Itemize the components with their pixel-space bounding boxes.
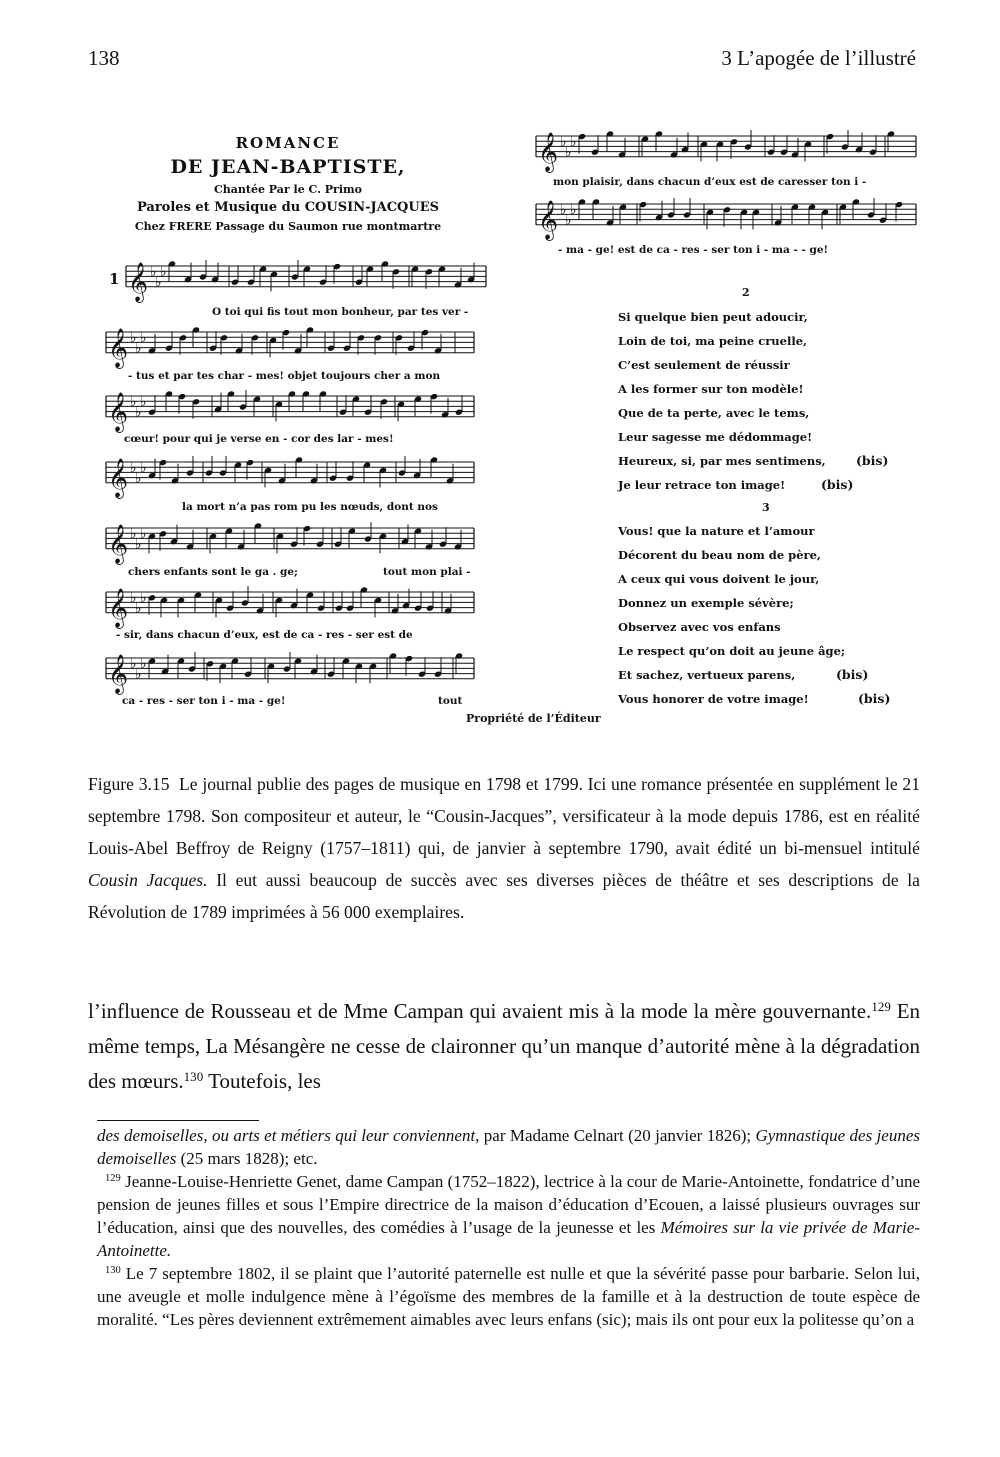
- verse-line: Et sachez, vertueux parens,: [618, 668, 796, 682]
- running-head: [88, 46, 916, 76]
- verse-3-number: 3: [762, 501, 770, 514]
- flat-icon: ♭: [135, 536, 142, 553]
- property-notice: Propriété de l’Éditeur: [466, 712, 601, 725]
- treble-clef-icon: 𝄞: [108, 653, 129, 694]
- footnote-italic: Mémoires sur la vie privée de Marie-Antoinette.: [97, 1218, 920, 1260]
- flat-icon: ♭: [130, 526, 137, 543]
- flat-icon: ♭: [140, 460, 147, 477]
- verse-line: Loin de toi, ma peine cruelle,: [618, 334, 808, 348]
- verse-line: Le respect qu’on doit au jeune âge;: [618, 644, 846, 658]
- bis-mark: (bis): [856, 453, 889, 468]
- flat-icon: ♭: [560, 202, 567, 219]
- flat-icon: ♭: [140, 590, 147, 607]
- score-words-music: Paroles et Musique du COUSIN-JACQUES: [136, 200, 440, 215]
- bis-mark: (bis): [858, 691, 891, 706]
- footnote-continuation: [97, 1124, 920, 1170]
- body-text: l’influence de Rousseau et de Mme Campan qui avaient mis à la mode la mère gouvernante.: [88, 999, 872, 1023]
- flat-icon: ♭: [155, 274, 162, 291]
- verse-line: Donnez un exemple sévère;: [618, 596, 794, 610]
- flat-icon: ♭: [130, 460, 137, 477]
- footnote-rule: [97, 1120, 259, 1121]
- flat-icon: ♭: [140, 526, 147, 543]
- flat-icon: ♭: [130, 394, 137, 411]
- lyric-line: - sir, dans chacun d’eux, est de ca - res - ser est de: [116, 629, 413, 641]
- flat-icon: ♭: [135, 340, 142, 357]
- flat-icon: ♭: [130, 330, 137, 347]
- verse-2-number: 2: [742, 286, 750, 299]
- verse-line: Observez avec vos enfans: [618, 620, 781, 634]
- body-text: En même temps, La Mésangère ne cesse de claironner qu’un manque d’autorité mène à la dégradation des mœurs.: [88, 999, 921, 1093]
- flat-icon: ♭: [560, 134, 567, 151]
- flat-icon: ♭: [130, 656, 137, 673]
- score-title-jean-baptiste: DE JEAN-BAPTISTE,: [170, 156, 406, 178]
- score-heading: [108, 134, 468, 233]
- body-text: Toutefois, les: [208, 1069, 321, 1093]
- verse-line: Que de ta perte, avec le tems,: [618, 406, 810, 420]
- verse-mark: 1: [109, 270, 120, 288]
- flat-icon: ♭: [565, 212, 572, 229]
- footnote-number: 130: [105, 1265, 121, 1277]
- figure-sheet-music: [88, 120, 920, 760]
- score-sung-by: Chantée Par le C. Primo: [214, 183, 362, 196]
- figure-caption: [88, 768, 920, 928]
- caption-italic-title: Cousin Jacques.: [88, 870, 208, 890]
- lyric-line: mon plaisir, dans chacun d’eux est de caresser ton i -: [553, 176, 867, 188]
- chapter-title: 3 L’apogée de l’illustré: [721, 46, 916, 70]
- flat-icon: ♭: [135, 666, 142, 683]
- verse-line: A les former sur ton modèle!: [618, 382, 804, 396]
- flat-icon: ♭: [150, 264, 157, 281]
- score-publisher: Chez FRERE Passage du Saumon rue montmartre: [134, 220, 442, 233]
- footnotes: [97, 1124, 920, 1331]
- lyric-line: tout: [438, 695, 463, 707]
- treble-clef-icon: 𝄞: [108, 523, 129, 564]
- bis-mark: (bis): [821, 477, 854, 492]
- treble-clef-icon: 𝄞: [538, 199, 559, 240]
- verse-line: Décorent du beau nom de père,: [618, 548, 821, 562]
- footnote-text: Jeanne-Louise-Henriette Genet, dame Campan (1752–1822), lectrice à la cour de Marie-Antoinette, fondatrice d’une pension de jeunes filles et sous l’Empire directrice de la maison d’éducation d’Ecouen, a laissé plusieurs ouvrages sur l’éducation, ainsi que des nouvelles, des comédies à l’usage de la jeunesse et les: [97, 1172, 921, 1237]
- flat-icon: ♭: [565, 144, 572, 161]
- footnote-italic: Gymnastique des jeunes demoiselles: [97, 1126, 920, 1168]
- treble-clef-icon: 𝄞: [108, 391, 129, 432]
- treble-clef-icon: 𝄞: [108, 587, 129, 628]
- flat-icon: ♭: [140, 656, 147, 673]
- verse-line: Si quelque bien peut adoucir,: [618, 310, 808, 324]
- flat-icon: ♭: [140, 394, 147, 411]
- lyric-line: - ma - ge! est de ca - res - ser ton i - ma - - ge!: [558, 244, 829, 256]
- bis-mark: (bis): [836, 667, 869, 682]
- lyric-line: O toi qui fis tout mon bonheur, par tes ver -: [212, 306, 469, 318]
- lyric-line: ca - res - ser ton i - ma - ge!: [122, 695, 286, 707]
- treble-clef-icon: 𝄞: [128, 261, 149, 302]
- treble-clef-icon: 𝄞: [108, 457, 129, 498]
- lyric-line: cœur! pour qui je verse en - cor des lar - mes!: [124, 433, 394, 445]
- verse-line: Heureux, si, par mes sentimens,: [618, 454, 826, 468]
- footnote-ref: 129: [871, 998, 891, 1014]
- verse-line: A ceux qui vous doivent le jour,: [618, 572, 820, 586]
- treble-clef-icon: 𝄞: [538, 131, 559, 172]
- lyric-line: tout mon plai -: [383, 566, 471, 578]
- flat-icon: ♭: [570, 202, 577, 219]
- footnote-text: (25 mars 1828); etc.: [180, 1149, 318, 1168]
- flat-icon: ♭: [135, 600, 142, 617]
- verse-line: Je leur retrace ton image!: [618, 478, 786, 492]
- footnote-number: 129: [105, 1173, 121, 1185]
- verse-line: Vous honorer de votre image!: [618, 692, 809, 706]
- footnote-text: Le 7 septembre 1802, il se plaint que l’autorité paternelle est nulle et que la sévérité passe pour barbarie. Selon lui, une aveugle et molle indulgence mène à l’égoïsme des membres de la famille et à la destruction de toute espèce de moralité. “Les pères deviennent extrêmement aimables avec leurs enfans (sic); mais ils ont pour eux la politesse qu’on a: [97, 1264, 920, 1329]
- score-title-romance: ROMANCE: [235, 134, 341, 152]
- caption-label: Figure 3.15: [88, 774, 170, 794]
- verse-line: Vous! que la nature et l’amour: [618, 524, 815, 538]
- footnote-129: [97, 1170, 920, 1262]
- flat-icon: ♭: [140, 330, 147, 347]
- body-paragraph: [88, 994, 920, 1099]
- footnote-text: par Madame Celnart (20 janvier 1826);: [483, 1126, 752, 1145]
- caption-text: Il eut aussi beaucoup de succès avec ses diverses pièces de théâtre et ses descriptions de la Révolution de 1789 imprimées à 56 000 exemplaires.: [88, 870, 920, 922]
- lyric-line: la mort n’a pas rom pu les nœuds, dont nos: [182, 501, 438, 513]
- flat-icon: ♭: [160, 264, 167, 281]
- footnote-ref: 130: [183, 1068, 204, 1084]
- treble-clef-icon: 𝄞: [108, 327, 129, 368]
- flat-icon: ♭: [135, 404, 142, 421]
- lyric-line: - tus et par tes char - mes! objet toujours cher a mon: [128, 370, 441, 382]
- verse-line: Leur sagesse me dédommage!: [618, 430, 813, 444]
- flat-icon: ♭: [135, 470, 142, 487]
- footnote-italic: des demoiselles, ou arts et métiers qui leur conviennent,: [97, 1126, 480, 1145]
- caption-text: Le journal publie des pages de musique en 1798 et 1799. Ici une romance présentée en supplément le 21 septembre 1798. Son compositeur et auteur, le “Cousin-Jacques”, versificateur à la mode depuis 1786, est en réalité Louis-Abel Beffroy de Reigny (1757–1811) qui, de janvier à septembre 1790, avait édité un bi-mensuel intitulé: [88, 774, 921, 858]
- page-number: 138: [88, 46, 120, 70]
- lyric-line: chers enfants sont le ga . ge;: [128, 566, 298, 578]
- verse-line: C’est seulement de réussir: [618, 358, 790, 372]
- flat-icon: ♭: [570, 134, 577, 151]
- footnote-130: [97, 1262, 920, 1331]
- flat-icon: ♭: [130, 590, 137, 607]
